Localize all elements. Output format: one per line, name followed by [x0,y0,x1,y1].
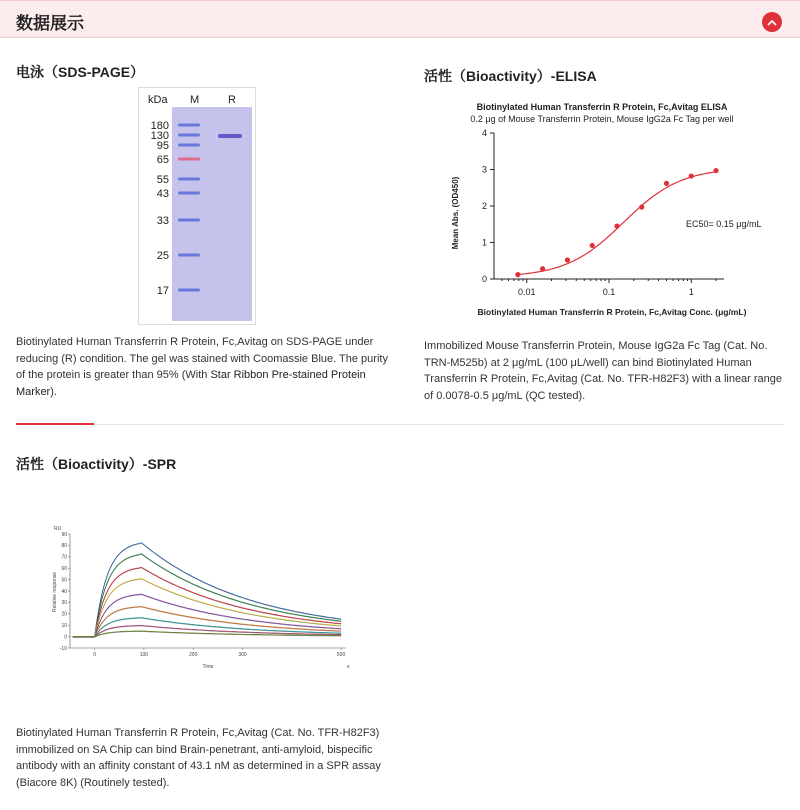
elisa-ec50-annotation: EC50= 0.15 μg/mL [686,219,762,229]
divider-accent [16,423,94,425]
gel-ladder-band [178,178,200,181]
collapse-button[interactable] [762,12,782,32]
elisa-y-tick-label: 0 [481,274,487,284]
section-header [0,0,800,38]
gel-marker-label: 95 [156,140,169,152]
gel-ladder-band [178,219,200,222]
gel-ladder-band [178,124,200,127]
sds-title: 电泳（SDS-PAGE） [16,64,145,80]
elisa-chart-subtitle: 0.2 μg of Mouse Transferrin Protein, Mouse IgG2a Fc Tag per well [470,114,734,124]
elisa-chart [424,95,794,325]
elisa-title: 活性（Bioactivity）-ELISA [424,68,597,84]
gel-marker-label: 25 [156,250,169,262]
spr-y-tick-label: 0 [64,634,67,641]
elisa-data-point [515,272,520,277]
gel-marker-label: 130 [150,130,169,142]
sds-gel-image [138,87,256,325]
spr-fit-c2 [73,554,342,637]
elisa-y-tick-label: 1 [481,237,487,248]
spr-y-tick-label: 90 [61,531,67,538]
gel-label-reduced: R [228,94,236,106]
gel-marker-label: 17 [156,285,169,297]
spr-y-tick-label: 60 [61,566,67,572]
gel-ladder-band [178,158,200,161]
gel-sample-band [218,134,242,138]
spr-x-unit: s [347,664,350,670]
elisa-data-point [590,243,595,248]
gel-ladder-band [178,192,200,195]
elisa-description: Immobilized Mouse Transferrin Protein, Mouse IgG2a Fc Tag (Cat. No. TRN-M525b) at 2 μg/mL (100 μL/well) can bind Biotinylated Human Transferrin R Protein, Fc,Avitag (Cat. No. TFR-H82F3) with a linear range of 0.0078-0.5 μg/mL (QC tested). [424,340,783,402]
elisa-data-point [565,257,570,262]
spr-chart [46,522,356,672]
gel-marker-label: 65 [156,154,169,166]
gel-label-marker: M [190,94,200,106]
spr-y-tick-label: 80 [61,543,67,550]
elisa-data-point [689,173,694,178]
spr-y-label: Relative response [52,571,58,613]
spr-x-tick-label: 100 [139,652,149,658]
elisa-y-tick-label: 2 [481,201,487,211]
spr-x-tick-label: 200 [189,652,198,658]
spr-y-unit: RU [54,526,62,532]
gel-ladder-band [178,144,200,147]
gel-label-kda: kDa [148,94,168,106]
gel-ladder-band [178,289,200,292]
gel-ladder-band [178,134,200,137]
spr-y-tick-label: 30 [61,600,67,607]
spr-y-tick-label: 50 [61,577,67,584]
spr-series-c2 [73,554,342,637]
spr-y-tick-label: 20 [61,611,67,618]
elisa-data-point [664,181,669,186]
elisa-x-tick-label: 0.01 [517,287,536,297]
elisa-x-tick-label: 1 [688,287,694,297]
spr-description: Biotinylated Human Transferrin R Protein, Fc,Avitag (Cat. No. TFR-H82F3) immobilized on SA Chip can bind Brain-penetrant, anti-amyloid, bispecific antibody with an affinity constant of 43.1 nM as determined in a SPR assay (Biacore 8K) (Routinely tested). [16,727,381,789]
elisa-y-tick-label: 4 [481,128,487,138]
spr-title: 活性（Bioactivity）-SPR [16,456,177,472]
spr-x-tick-label: 300 [238,652,247,658]
section-title: 数据展示 [16,14,84,33]
section-divider [16,424,784,425]
elisa-data-point [614,223,619,228]
sds-description: Biotinylated Human Transferrin R Protein, Fc,Avitag on SDS-PAGE under reducing (R) condition. The gel was stained with Coomassie Blue. The purity of the protein is greater than 95% (With Star Ribbon Pre-stained Protein Marker). [16,336,388,398]
elisa-x-label: Biotinylated Human Transferrin R Protein, Fc,Avitag Conc. (μg/mL) [477,307,747,317]
chevron-up-icon [767,19,777,26]
elisa-y-tick-label: 3 [481,164,487,175]
elisa-y-label: Mean Abs. (OD450) [451,176,460,250]
gel-marker-label: 33 [156,215,169,227]
gel-marker-label: 43 [156,188,169,200]
gel-marker-label: 55 [156,174,169,186]
elisa-data-point [713,168,718,173]
marker-link[interactable]: Star Ribbon Pre-stained Protein Marker [16,369,366,398]
spr-y-tick-label: 10 [61,623,67,629]
gel-ladder-band [178,254,200,257]
spr-x-tick-label: 0 [93,652,97,658]
elisa-chart-title: Biotinylated Human Transferrin R Protein, Fc,Avitag ELISA [476,102,728,112]
elisa-data-point [639,204,644,209]
spr-x-label: Time [202,664,214,670]
elisa-data-point [540,266,545,271]
spr-y-tick-label: 40 [61,588,67,595]
spr-y-tick-label: 70 [61,554,67,561]
spr-fit-c3 [73,568,342,637]
spr-x-tick-label: 500 [336,652,346,658]
elisa-x-tick-label: 0.1 [602,287,616,297]
spr-y-tick-label: -10 [59,645,67,652]
gel-marker-label: 180 [150,120,169,132]
